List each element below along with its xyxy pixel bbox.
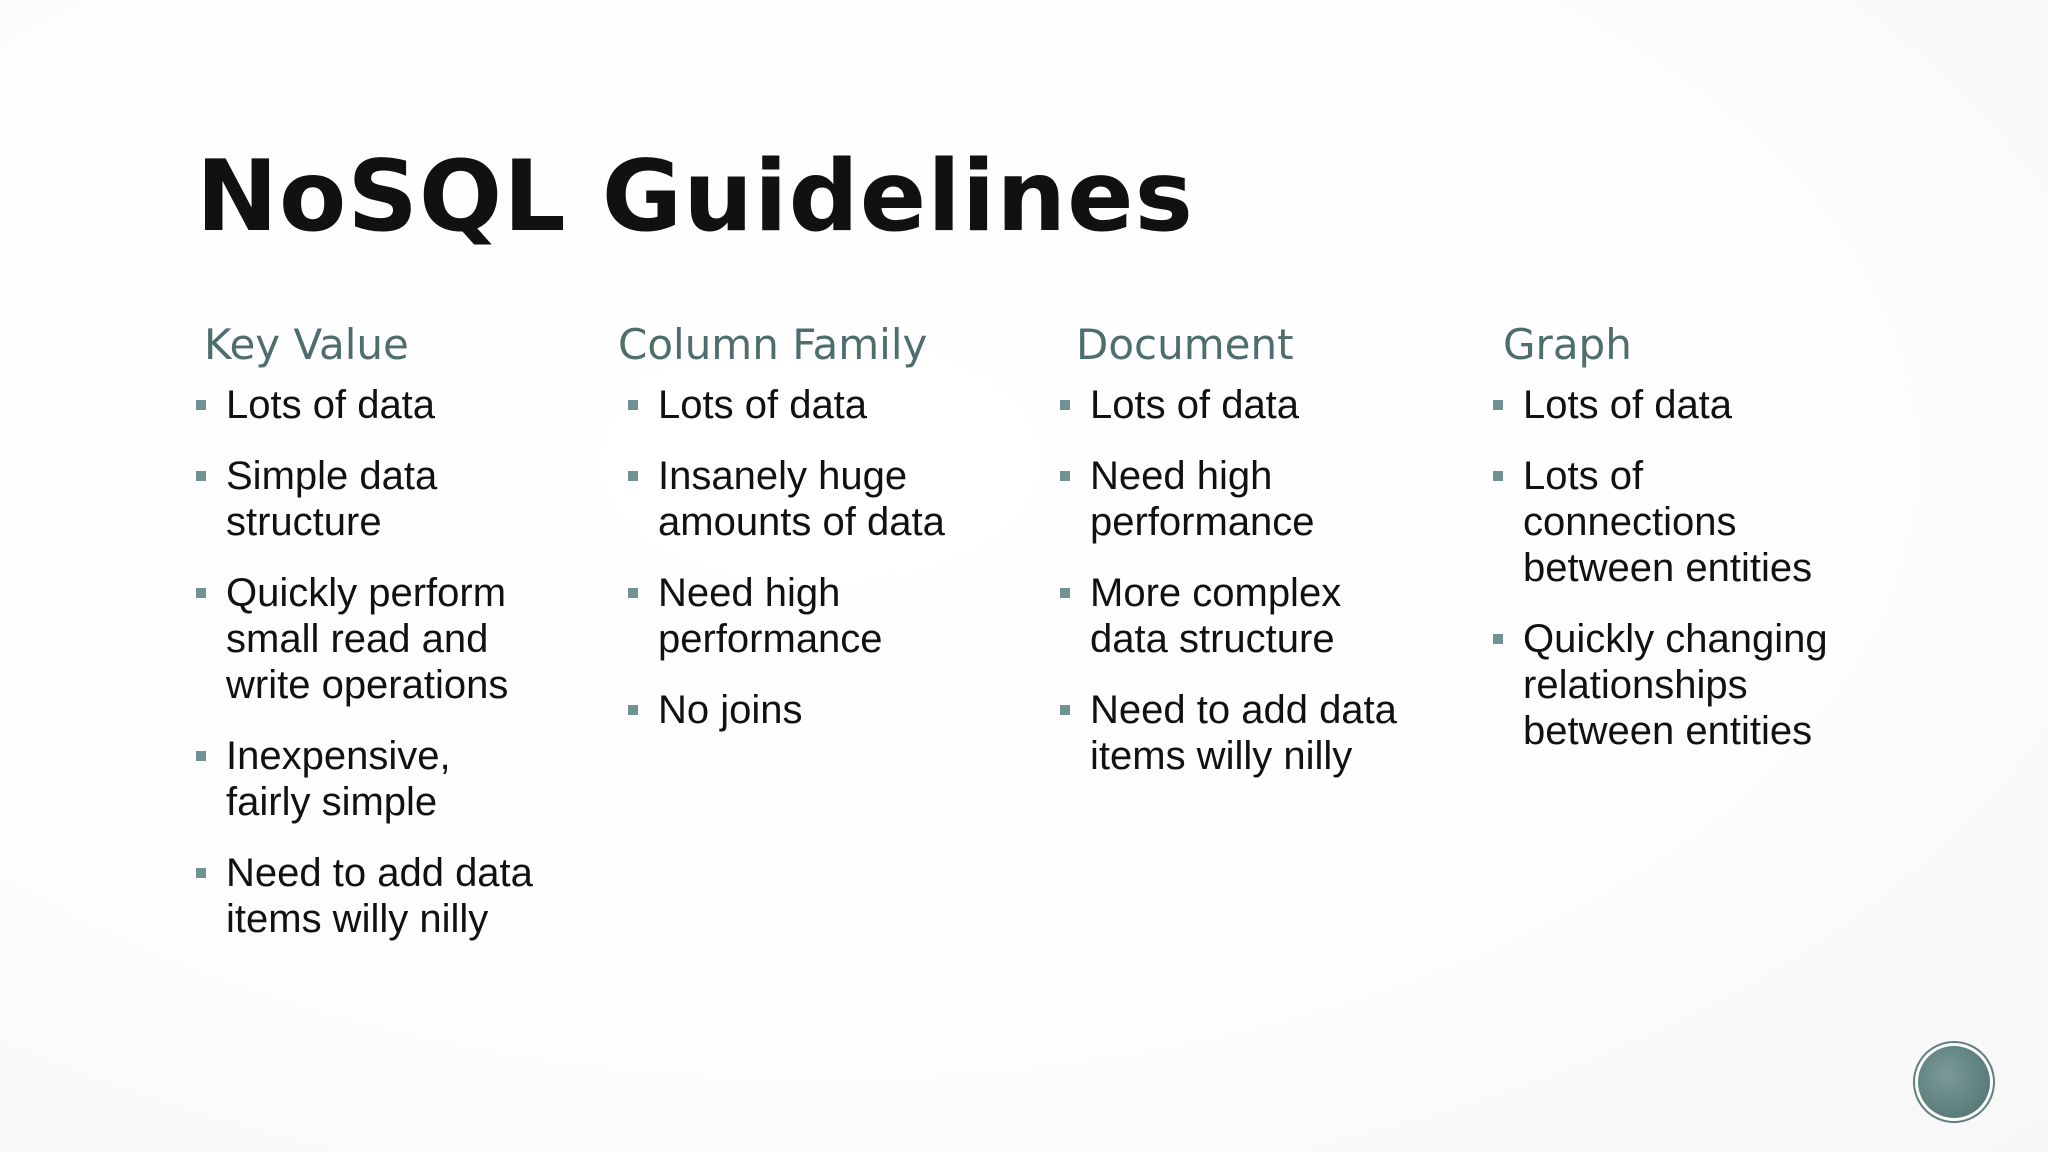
bullet-item [628,382,1038,428]
column-heading: Key Value [204,320,409,369]
square-bullet-icon [196,751,206,761]
bullet-item [1060,382,1470,428]
bullet-text: Inexpensive, fairly simple [226,734,451,824]
bullet-item [1060,570,1470,662]
bullet-text: No joins [658,688,803,732]
bullet-text: Lots of data [1090,383,1300,427]
column-column-family [618,314,1038,758]
bullet-text: Simple data structure [226,454,438,544]
column-graph [1493,314,1903,779]
square-bullet-icon [628,588,638,598]
square-bullet-icon [1060,705,1070,715]
bullet-item [628,453,1038,545]
column-key-value [196,314,596,967]
bullet-item [196,850,596,942]
bullet-text: Need to add data items willy nilly [226,851,533,941]
bullet-item [628,687,1038,733]
square-bullet-icon [196,471,206,481]
bullet-item [196,733,596,825]
bullet-item [1493,453,1903,591]
slide-title: NoSQL Guidelines [196,140,1194,254]
square-bullet-icon [1493,634,1503,644]
bullet-list [628,382,1038,733]
square-bullet-icon [196,868,206,878]
bullet-list [1060,382,1470,779]
bullet-text: Lots of connections between entities [1523,454,1813,590]
bullet-text: Lots of data [226,383,436,427]
square-bullet-icon [628,471,638,481]
bullet-item [196,453,596,545]
bullet-list [196,382,596,942]
bullet-text: Lots of data [658,383,868,427]
square-bullet-icon [1060,588,1070,598]
bullet-item [196,570,596,708]
bullet-item [1060,687,1470,779]
bullet-item [1493,616,1903,754]
square-bullet-icon [196,588,206,598]
bullet-list [1493,382,1903,754]
column-heading: Graph [1503,320,1632,369]
bullet-item [1060,453,1470,545]
circle-nav-icon[interactable] [1918,1046,1990,1118]
bullet-item [196,382,596,428]
square-bullet-icon [628,705,638,715]
column-document [1060,314,1470,804]
square-bullet-icon [196,400,206,410]
square-bullet-icon [628,400,638,410]
bullet-text: Quickly perform small read and write operations [226,571,509,707]
column-heading: Document [1076,320,1294,369]
bullet-text: Lots of data [1523,383,1733,427]
bullet-text: Need high performance [658,571,883,661]
bullet-item [628,570,1038,662]
bullet-text: Need to add data items willy nilly [1090,688,1397,778]
bullet-text: More complex data structure [1090,571,1342,661]
square-bullet-icon [1493,400,1503,410]
bullet-text: Need high performance [1090,454,1315,544]
column-heading: Column Family [618,320,928,369]
square-bullet-icon [1060,471,1070,481]
square-bullet-icon [1493,471,1503,481]
bullet-text: Insanely huge amounts of data [658,454,945,544]
square-bullet-icon [1060,400,1070,410]
bullet-text: Quickly changing relationships between entities [1523,617,1828,753]
bullet-item [1493,382,1903,428]
